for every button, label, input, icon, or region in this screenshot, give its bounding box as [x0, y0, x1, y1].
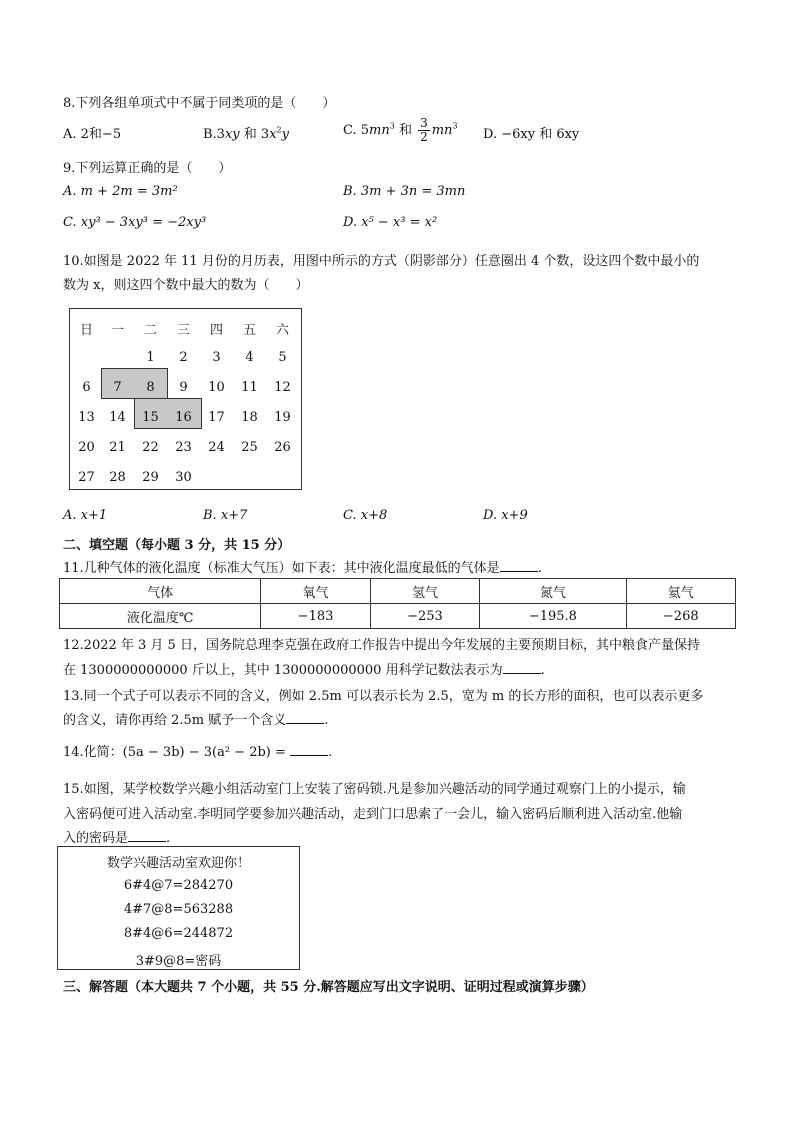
calendar-day-cell: 27	[78, 470, 95, 485]
q9-option-d: D. x⁵ − x³ = x²	[343, 215, 438, 230]
calendar-day-cell: 19	[274, 410, 291, 425]
calendar-day-cell: 11	[241, 380, 258, 395]
q13-line2: 的含义，请你再给 2.5m 赋予一个含义 .	[63, 713, 329, 728]
q10-option-b: B. x+7	[203, 508, 248, 523]
table-header-row	[60, 579, 736, 604]
calendar-day-cell: 1	[146, 350, 155, 365]
password-hint-line: 4#7@8=563288	[123, 902, 234, 917]
answer-blank	[290, 743, 328, 756]
calendar-day-cell: 21	[109, 440, 126, 455]
calendar-day-cell: 30	[175, 470, 192, 485]
calendar-day-cell: 13	[78, 410, 95, 425]
password-box-title: 数学兴趣活动室欢迎你！	[106, 856, 250, 871]
calendar-day-cell: 15	[142, 410, 159, 425]
q12-line2: 在 1300000000000 斤以上，其中 1300000000000 用科学记数法表示为 .	[63, 663, 545, 678]
password-hint-box	[57, 846, 300, 970]
table-cell: 氢气	[370, 579, 479, 604]
q14-stem: 14.化简：(5a − 3b) − 3(a² − 2b) = .	[63, 745, 333, 760]
calendar-day-cell: 26	[274, 440, 291, 455]
q15-line2: 入密码便可进入活动室.李明同学要参加兴趣活动，走到门口思索了一会儿，输入密码后顺利进入活动室.他输	[63, 807, 683, 822]
q8-option-a: A. 2和−5	[63, 127, 122, 142]
table-row	[60, 604, 736, 629]
password-hint-line: 6#4@7=284270	[123, 878, 234, 893]
q8-option-b: B.3xy 和 $3x^2y$	[203, 125, 289, 142]
calendar-day-cell: 24	[208, 440, 225, 455]
calendar-weekday-header: 六	[275, 323, 289, 338]
table-cell: −195.8	[480, 604, 626, 629]
q9-option-b: B. 3m + 3n = 3mn	[343, 184, 466, 199]
q9-stem: 9.下列运算正确的是（ ）	[63, 161, 232, 176]
calendar-day-cell: 16	[175, 410, 192, 425]
table-cell: 氮气	[480, 579, 626, 604]
section-2-heading: 二、填空题（每小题 3 分，共 15 分）	[63, 538, 291, 553]
calendar-weekday-header: 四	[209, 323, 223, 338]
table-cell: 气体	[60, 579, 261, 604]
calendar-day-cell: 2	[179, 350, 188, 365]
answer-blank	[128, 829, 166, 842]
calendar-day-cell: 3	[212, 350, 221, 365]
calendar-weekday-header: 一	[110, 323, 124, 338]
calendar-day-cell: 20	[78, 440, 95, 455]
q13-line1: 13.同一个式子可以表示不同的含义，例如 2.5m 可以表示长为 2.5，宽为 m 的长方形的面积，也可以表示更多	[63, 689, 704, 704]
q10-option-a: A. x+1	[63, 508, 108, 523]
calendar-table	[69, 308, 302, 490]
answer-blank	[500, 559, 538, 572]
q15-line3: 入的密码是 .	[63, 831, 171, 846]
calendar-day-cell: 12	[274, 380, 291, 395]
table-cell: −268	[626, 604, 735, 629]
table-cell: 氦气	[626, 579, 735, 604]
calendar-day-cell: 6	[82, 380, 91, 395]
table-cell: −253	[370, 604, 479, 629]
q11-stem: 11.几种气体的液化温度（标准大气压）如下表：其中液化温度最低的气体是 .	[63, 561, 542, 576]
calendar-day-cell: 23	[175, 440, 192, 455]
password-hint-line: 3#9@8=密码	[135, 954, 222, 969]
calendar-weekday-header: 三	[176, 323, 190, 338]
calendar-weekday-header: 日	[79, 323, 93, 338]
q15-line1: 15.如图，某学校数学兴趣小组活动室门上安装了密码锁.凡是参加兴趣活动的同学通过观察门上的小提示，输	[63, 782, 686, 797]
q9-option-c: C. xy³ − 3xy³ = −2xy³	[63, 215, 207, 230]
calendar-day-cell: 17	[208, 410, 225, 425]
q10-line1: 10.如图是 2022 年 11 月份的月历表，用图中所示的方式（阴影部分）任意圈出 4 个数，设这四个数中最小的	[63, 254, 700, 269]
q8-stem: 8.下列各组单项式中不属于同类项的是（ ）	[63, 96, 336, 111]
gas-temperature-table	[59, 578, 736, 629]
table-cell: −183	[261, 604, 370, 629]
calendar-weekday-header: 二	[143, 323, 157, 338]
password-hint-line: 8#4@6=244872	[123, 926, 234, 941]
calendar-day-cell: 18	[241, 410, 258, 425]
q9-option-a: A. m + 2m = 3m²	[63, 184, 178, 199]
q8-option-d: D. −6xy 和 6xy	[483, 127, 580, 142]
calendar-day-cell: 7	[113, 380, 122, 395]
q12-line1: 12.2022 年 3 月 5 日，国务院总理李克强在政府工作报告中提出今年发展的主要预期目标，其中粮食产量保持	[63, 638, 700, 653]
calendar-day-cell: 10	[208, 380, 225, 395]
calendar-day-cell: 14	[109, 410, 126, 425]
calendar-day-cell: 29	[142, 470, 159, 485]
q10-option-d: D. x+9	[483, 508, 528, 523]
calendar-day-cell: 4	[245, 350, 254, 365]
answer-blank	[503, 661, 541, 674]
calendar-day-cell: 25	[241, 440, 258, 455]
q10-line2: 数为 x，则这四个数中最大的数为（ ）	[63, 278, 309, 293]
fraction-three-halves: $\frac{3}{2}$	[420, 116, 428, 144]
calendar-day-cell: 22	[142, 440, 159, 455]
q10-option-c: C. x+8	[343, 508, 388, 523]
calendar-weekday-header: 五	[242, 323, 256, 338]
q8-option-c: C. $5mn^3$ 和 $\frac{3}{2}$ $mn^3$	[343, 116, 458, 144]
section-3-heading: 三、解答题（本大题共 7 个小题，共 55 分.解答题应写出文字说明、证明过程或演算步骤）	[63, 980, 594, 995]
calendar-day-cell: 28	[109, 470, 126, 485]
calendar-day-cell: 5	[278, 350, 287, 365]
table-cell: 氧气	[261, 579, 370, 604]
calendar-day-cell: 9	[179, 380, 188, 395]
answer-blank	[286, 711, 324, 724]
table-cell: 液化温度℃	[60, 604, 261, 629]
calendar-day-cell: 8	[146, 380, 155, 395]
